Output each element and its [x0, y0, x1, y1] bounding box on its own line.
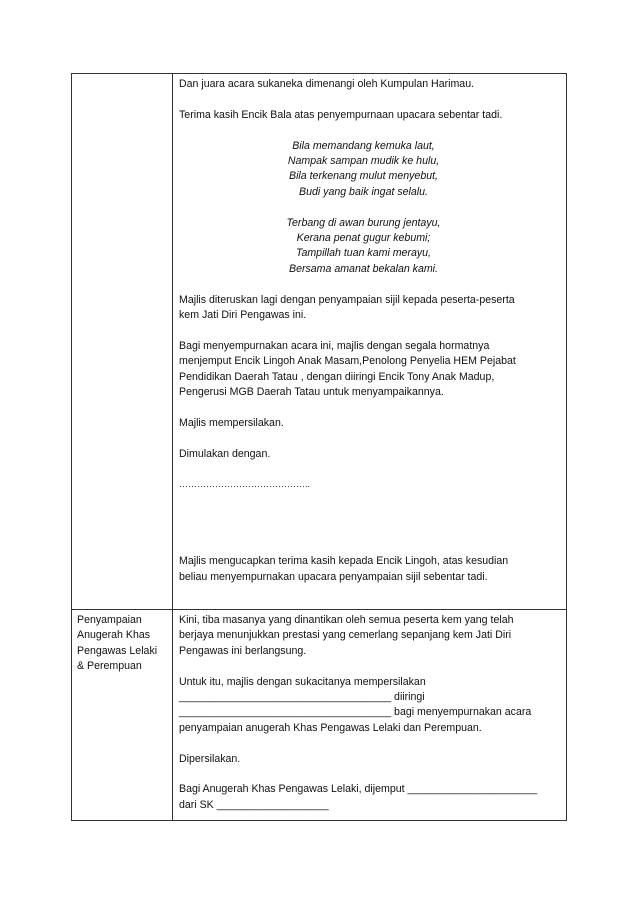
table-row: [72, 74, 567, 610]
text-line: Dimulakan dengan.: [179, 447, 271, 460]
pantun-line: Kerana penat gugur kebumi;: [296, 232, 431, 245]
paragraph-kini: Kini, tiba masanya yang dinantikan oleh semua peserta kem yang telah berjaya menunjukkan prestasi yang cemerlang sepanjang kem Jati Diri Pengawas ini berlangsung.: [179, 614, 514, 657]
text-line: Majlis mempersilakan.: [179, 416, 284, 429]
dotted-placeholder: ……………………………………..: [179, 479, 311, 490]
row-content-cell: [173, 74, 567, 610]
row-label-cell: Penyampaian Anugerah Khas Pengawas Lelaki & Perempuan: [72, 610, 173, 821]
pantun-line: Budi yang baik ingat selalu.: [299, 185, 428, 198]
row-content-cell: [173, 610, 567, 821]
pantun-line: Terbang di awan burung jentayu,: [286, 216, 441, 229]
row-label-cell: [72, 74, 173, 610]
pantun-line: Bila terkenang mulut menyebut,: [289, 170, 438, 183]
pantun-stanza: [179, 216, 548, 278]
text-line: Terima kasih Encik Bala atas penyempurnaan upacara sebentar tadi.: [179, 108, 503, 121]
pantun-line: Bersama amanat bekalan kami.: [289, 262, 438, 275]
program-script-table: [71, 73, 567, 821]
pantun-line: Tampillah tuan kami merayu,: [295, 247, 432, 260]
pantun-line: Nampak sampan mudik ke hulu,: [287, 155, 440, 167]
paragraph-terima-kasih: Majlis mengucapkan terima kasih kepada Encik Lingoh, atas kesudian beliau menyempurnakan upacara penyampaian sijil sebentar tadi.: [179, 555, 509, 583]
table-row: [72, 610, 567, 821]
text-line: Dipersilakan.: [179, 752, 241, 765]
paragraph-bagi: Bagi Anugerah Khas Pengawas Lelaki, dijemput ______________________ dari SK ___________________: [179, 783, 538, 811]
paragraph-untuk: Untuk itu, majlis dengan sukacitanya mempersilakan ____________________________________ diiringi ____________________________________ bagi menyempurnakan acara penyampaian anugerah Khas Pengawas Lelaki dan Perempuan.: [179, 675, 532, 734]
pantun-stanza: [179, 139, 548, 201]
pantun-line: Bila memandang kemuka laut,: [292, 139, 435, 152]
paragraph-sijil: Majlis diteruskan lagi dengan penyampaian sijil kepada peserta-peserta kem Jati Diri Pengawas ini.: [179, 293, 515, 322]
text-line: Dan juara acara sukaneka dimenangi oleh Kumpulan Harimau.: [179, 78, 475, 90]
paragraph-jemput: Bagi menyempurnakan acara ini, majlis dengan segala hormatnya menjemput Encik Lingoh Anak Masam,Penolong Penyelia HEM Pejabat Pendidikan Daerah Tatau , dengan diiringi Encik Tony Anak Madup, Pengerusi MGB Daerah Tatau untuk menyampaikannya.: [179, 339, 516, 399]
